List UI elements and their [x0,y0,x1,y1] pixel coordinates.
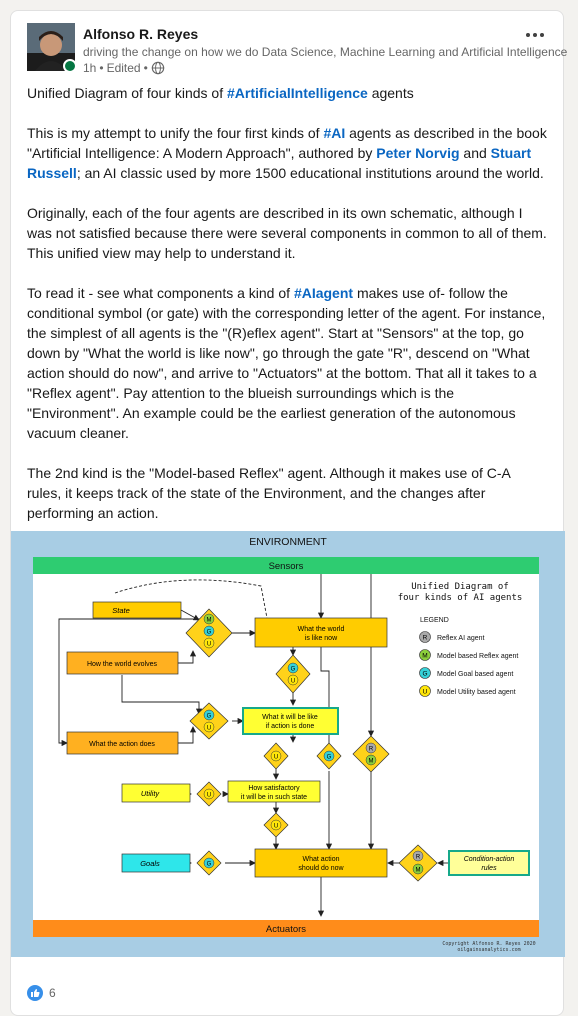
box-utility [122,784,190,802]
copyright-line1: Copyright Alfonso R. Reyes 2020 [442,941,536,947]
svg-text:Model Utility based agent: Model Utility based agent [437,689,516,696]
globe-icon [151,61,165,75]
post-card [10,10,568,1016]
svg-text:M: M [415,867,421,874]
svg-text:G: G [206,861,212,868]
svg-text:it will be in such state: it will be in such state [240,794,308,801]
post-title: Unified Diagram of four kinds of #ArtificialIntelligence agents [27,85,414,101]
post-time: 1h [83,61,97,75]
svg-text:G: G [290,666,296,673]
copyright-line2: oilgainsanalytics.com [457,947,521,953]
unified-agents-diagram[interactable] [11,531,565,957]
svg-text:U: U [422,688,428,696]
svg-text:G: G [422,670,428,678]
svg-text:What the world: What the world [297,626,345,633]
hashtag-aiagent[interactable]: #AIagent [293,285,354,301]
svg-text:Model Goal based agent: Model Goal based agent [437,671,514,678]
online-status-icon [63,59,77,73]
more-dot-icon [533,33,537,37]
author-info [83,25,568,76]
post-header [11,11,568,83]
author-avatar[interactable] [27,23,75,71]
more-dot-icon [540,33,544,37]
svg-text:G: G [326,754,332,761]
sensors-label: Sensors [268,561,304,572]
meta-separator: • [143,61,148,75]
svg-text:How the world evolves: How the world evolves [86,661,158,668]
svg-text:G: G [206,713,212,720]
hashtag-artificialintelligence[interactable]: #ArtificialIntelligence [226,85,368,101]
post-meta [83,60,523,76]
like-reaction-icon [27,985,43,1001]
box-action-does [67,732,178,754]
svg-text:should do now: should do now [298,865,344,872]
box-satisfactory [228,781,320,802]
box-goals [122,854,190,872]
post-paragraph-2: Originally, each of the four agents are described in its own schematic, although I was not satisfied because there were several components in common to all of them. This unified view may help to understand it. [27,205,547,261]
legend-title: LEGEND [420,617,449,624]
svg-text:Reflex AI agent: Reflex AI agent [437,635,485,642]
more-dot-icon [526,33,530,37]
svg-text:R: R [368,746,374,753]
svg-text:U: U [290,678,296,685]
mention-stuart-russell[interactable]: Stuart Russell [27,145,532,181]
box-world-evolves [67,652,178,674]
svg-text:U: U [206,792,212,799]
svg-text:rules: rules [481,865,497,872]
diagram-title-line1: Unified Diagram of [411,582,509,592]
svg-text:Model based Reflex agent: Model based Reflex agent [437,653,519,660]
environment-label: ENVIRONMENT [249,536,327,548]
svg-text:R: R [422,634,428,642]
svg-text:is like now: is like now [304,635,338,642]
svg-text:R: R [415,854,421,861]
svg-text:U: U [273,754,279,761]
author-name[interactable]: Alfonso R. Reyes [83,26,199,42]
actuators-label: Actuators [265,924,307,935]
svg-text:What action: What action [302,856,340,863]
box-will-be [243,708,338,734]
diagram-title-line2: four kinds of AI agents [397,593,523,603]
svg-text:Condition-action: Condition-action [463,856,515,863]
mention-peter-norvig[interactable]: Peter Norvig [376,145,460,161]
box-condition-action-rules [449,851,529,875]
box-world-now [255,618,387,647]
more-options-button[interactable] [519,19,551,51]
svg-text:Utility: Utility [140,789,160,798]
svg-text:G: G [206,629,212,636]
svg-text:M: M [206,617,212,624]
post-body [11,83,563,523]
post-paragraph-1: This is my attempt to unify the four first kinds of #AI agents as described in the book "Artificial Intelligence: A Modern Approach", authored by Peter Norvig and Stuart Russell; an AI classic used by more 1500 educational institutions around the world. [27,125,547,181]
svg-text:State: State [112,606,130,615]
svg-text:if action is done: if action is done [265,723,315,730]
svg-text:M: M [368,758,374,765]
post-paragraph-3: To read it - see what components a kind of #AIagent makes use of- follow the conditional symbol (or gate) with the corresponding letter of the agent. For instance, the simplest of all agents is the "(R)eflex agent". Start at "Sensors" at the top, go down by "What the world is like now", go through the gate "R", descend on "What action should do now", and arrive to "Actuators" at the bottom. That all it takes to a "Reflex agent". Pay attention to the blueish surroundings which is the "Environment". An example could be the earliest generation of the autonomous vacuum cleaner. [27,285,546,441]
box-action-now [255,849,387,877]
svg-text:U: U [206,641,212,648]
svg-text:Goals: Goals [140,859,160,868]
author-headline: driving the change on how we do Data Science, Machine Learning and Artificial Intelligence [83,45,568,59]
meta-separator: • [99,61,104,75]
svg-text:U: U [273,823,279,830]
svg-text:U: U [206,725,212,732]
box-state [93,602,181,618]
hashtag-ai[interactable]: #AI [323,125,346,141]
svg-text:What it will be like: What it will be like [262,714,318,721]
post-paragraph-4: The 2nd kind is the "Model-based Reflex" agent. Although it makes use of C-A rules, it keeps track of the state of the Environment, and the changes after performing an action. [27,465,511,521]
svg-text:How satisfactory: How satisfactory [248,785,300,792]
svg-text:M: M [422,652,428,660]
edited-label: Edited [106,61,141,75]
reaction-count: 6 [49,986,56,1000]
social-counts[interactable] [27,985,56,1001]
svg-text:What the action does: What the action does [89,741,155,748]
